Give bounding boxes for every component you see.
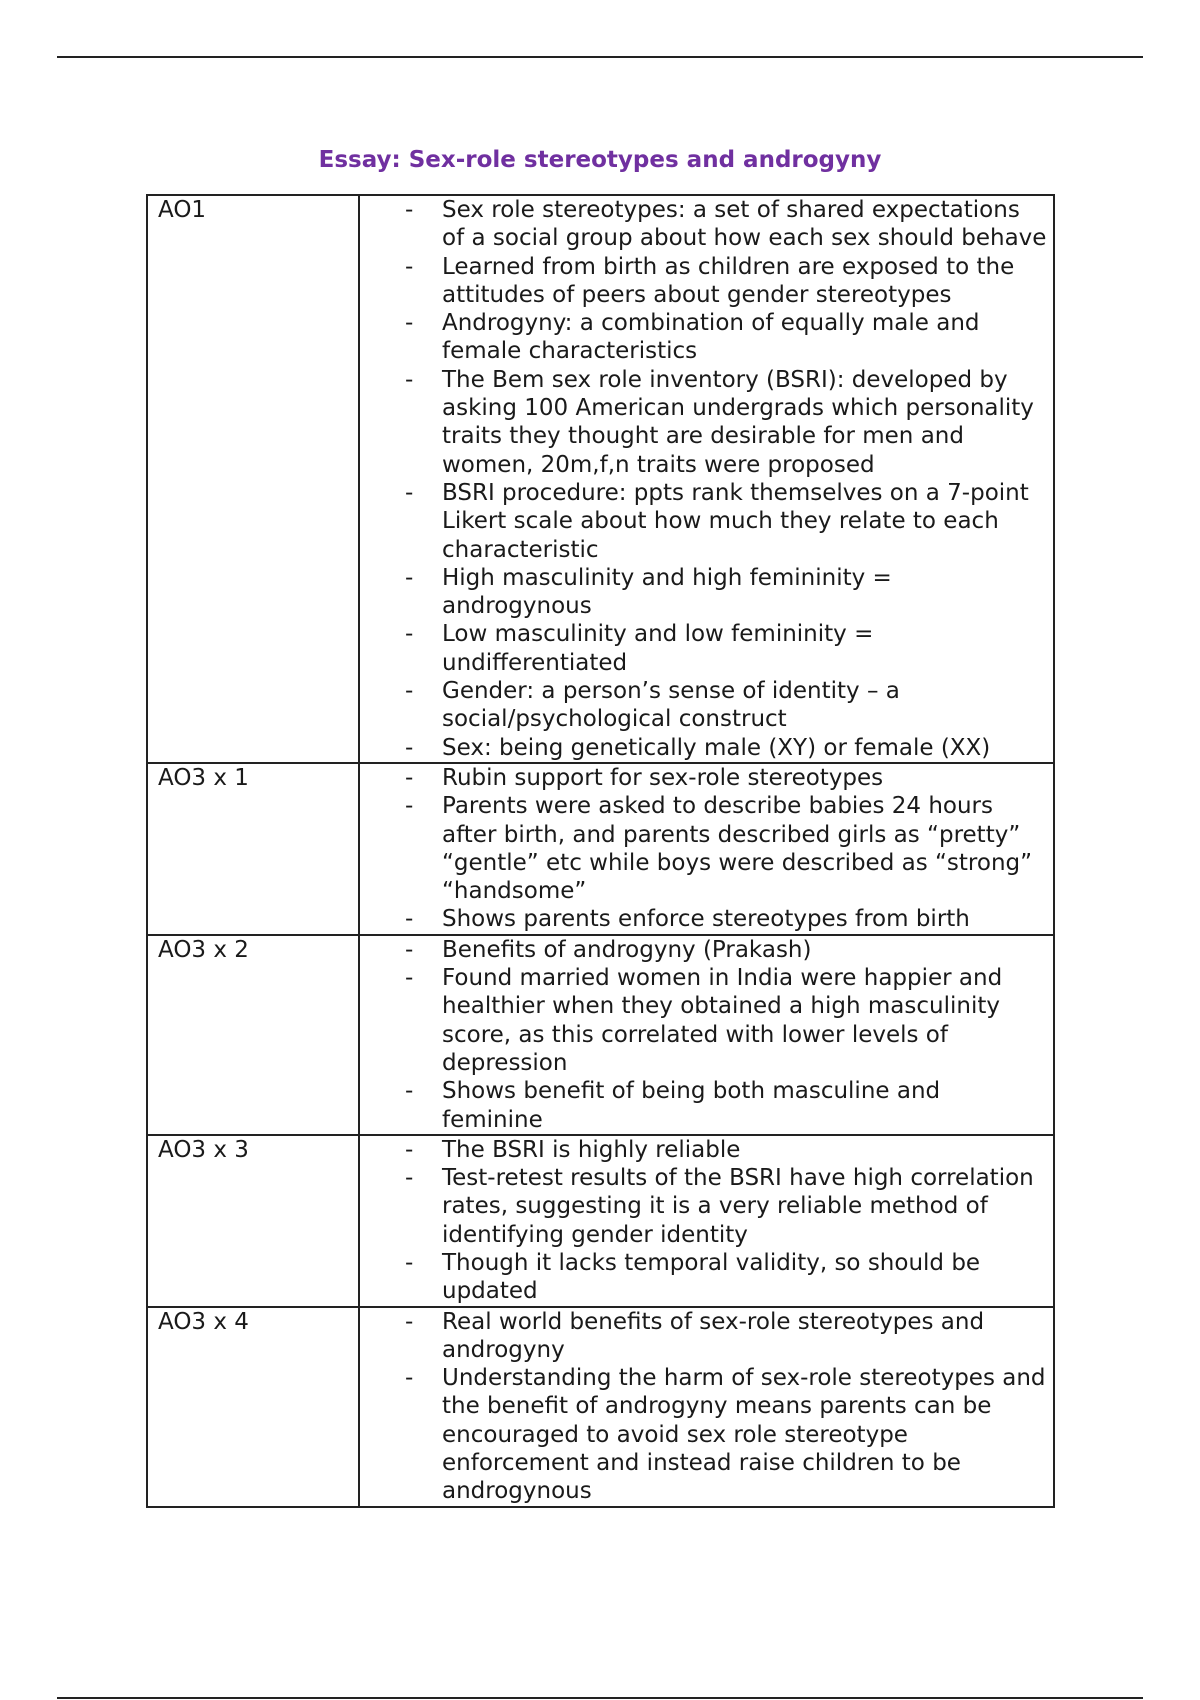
list-item — [360, 1364, 1047, 1505]
dash-bullet: - — [405, 366, 414, 393]
point-list — [360, 764, 1047, 934]
list-item — [360, 564, 1047, 621]
dash-bullet: - — [405, 936, 414, 963]
list-item — [360, 964, 1047, 1077]
dash-bullet: - — [405, 310, 414, 337]
row-label: AO3 x 1 — [147, 763, 359, 935]
point-text: Shows parents enforce stereotypes from birth — [442, 906, 970, 933]
point-list — [360, 1136, 1047, 1306]
point-text: Sex role stereotypes: a set of shared expectations of a social group about how each sex should behave — [442, 197, 1047, 252]
point-text: Sex: being genetically male (XY) or female (XX) — [442, 734, 991, 761]
row-content — [359, 195, 1054, 763]
list-item — [360, 677, 1047, 734]
list-item — [360, 309, 1047, 366]
dash-bullet: - — [405, 621, 414, 648]
point-text: Though it lacks temporal validity, so should be updated — [442, 1249, 981, 1305]
list-item — [360, 1308, 1047, 1365]
dash-bullet: - — [405, 253, 414, 280]
list-item — [360, 1164, 1047, 1249]
row-label: AO3 x 2 — [147, 935, 359, 1135]
list-item — [360, 479, 1047, 564]
row-content — [359, 1307, 1054, 1507]
point-list — [360, 936, 1047, 1134]
point-text: BSRI procedure: ppts rank themselves on a 7-point Likert scale about how much they relate to each characteristic — [442, 479, 1029, 563]
dash-bullet: - — [405, 793, 414, 820]
dash-bullet: - — [405, 1136, 414, 1163]
point-text: Learned from birth as children are exposed to the attitudes of peers about gender stereotypes — [442, 253, 1015, 308]
list-item — [360, 196, 1047, 253]
list-item — [360, 366, 1047, 479]
table-row — [147, 1135, 1054, 1307]
table-row — [147, 935, 1054, 1135]
row-content — [359, 935, 1054, 1135]
dash-bullet: - — [405, 764, 414, 791]
list-item — [360, 764, 1047, 792]
point-text: Androgyny: a combination of equally male and female characteristics — [442, 310, 980, 365]
dash-bullet: - — [405, 1078, 414, 1105]
table-row — [147, 763, 1054, 935]
row-label: AO3 x 4 — [147, 1307, 359, 1507]
point-list — [360, 196, 1047, 762]
point-text: Low masculinity and low femininity = undifferentiated — [442, 621, 874, 676]
table-row — [147, 1307, 1054, 1507]
row-label: AO3 x 3 — [147, 1135, 359, 1307]
list-item — [360, 1136, 1047, 1164]
point-text: Parents were asked to describe babies 24 hours after birth, and parents described girls as “pretty” “gentle” etc while boys were described as “strong” “handsome” — [442, 793, 1033, 905]
row-content — [359, 763, 1054, 935]
essay-plan-body — [147, 195, 1054, 1507]
list-item — [360, 1077, 1047, 1134]
point-text: Understanding the harm of sex-role stereotypes and the benefit of androgyny means parents can be encouraged to avoid sex role stereotype enforcement and instead raise children to be androgynous — [442, 1365, 1046, 1505]
point-text: Shows benefit of being both masculine and feminine — [442, 1078, 941, 1133]
list-item — [360, 792, 1047, 905]
dash-bullet: - — [405, 734, 414, 761]
point-text: Real world benefits of sex-role stereotypes and androgyny — [442, 1308, 985, 1363]
row-label: AO1 — [147, 195, 359, 763]
dash-bullet: - — [405, 678, 414, 705]
header-rule — [57, 56, 1143, 58]
dash-bullet: - — [405, 197, 414, 223]
dash-bullet: - — [405, 1365, 414, 1392]
dash-bullet: - — [405, 1165, 414, 1192]
list-item — [360, 1249, 1047, 1306]
footer-rule — [57, 1697, 1143, 1699]
point-text: Test-retest results of the BSRI have high correlation rates, suggesting it is a very reliable method of identifying gender identity — [442, 1165, 1034, 1248]
point-text: Found married women in India were happier and healthier when they obtained a high masculinity score, as this correlated with lower levels of depression — [442, 965, 1003, 1076]
list-item — [360, 936, 1047, 964]
point-text: Gender: a person’s sense of identity – a social/psychological construct — [442, 678, 900, 733]
table-row — [147, 195, 1054, 763]
list-item — [360, 905, 1047, 933]
point-list — [360, 1308, 1047, 1506]
point-text: The Bem sex role inventory (BSRI): developed by asking 100 American undergrads which personality traits they thought are desirable for men and women, 20m,f,n traits were proposed — [442, 366, 1034, 478]
dash-bullet: - — [405, 965, 414, 992]
page-title: Essay: Sex-role stereotypes and androgyny — [318, 147, 882, 173]
point-text: Benefits of androgyny (Prakash) — [442, 936, 812, 963]
dash-bullet: - — [405, 479, 414, 506]
point-text: The BSRI is highly reliable — [442, 1136, 741, 1163]
row-content — [359, 1135, 1054, 1307]
list-item — [360, 734, 1047, 762]
point-text: High masculinity and high femininity = androgynous — [442, 564, 892, 620]
list-item — [360, 253, 1047, 310]
dash-bullet: - — [405, 564, 414, 591]
dash-bullet: - — [405, 906, 414, 933]
dash-bullet: - — [405, 1249, 414, 1276]
point-text: Rubin support for sex-role stereotypes — [442, 764, 884, 791]
dash-bullet: - — [405, 1308, 414, 1335]
list-item — [360, 620, 1047, 677]
essay-plan-table — [146, 194, 1055, 1508]
